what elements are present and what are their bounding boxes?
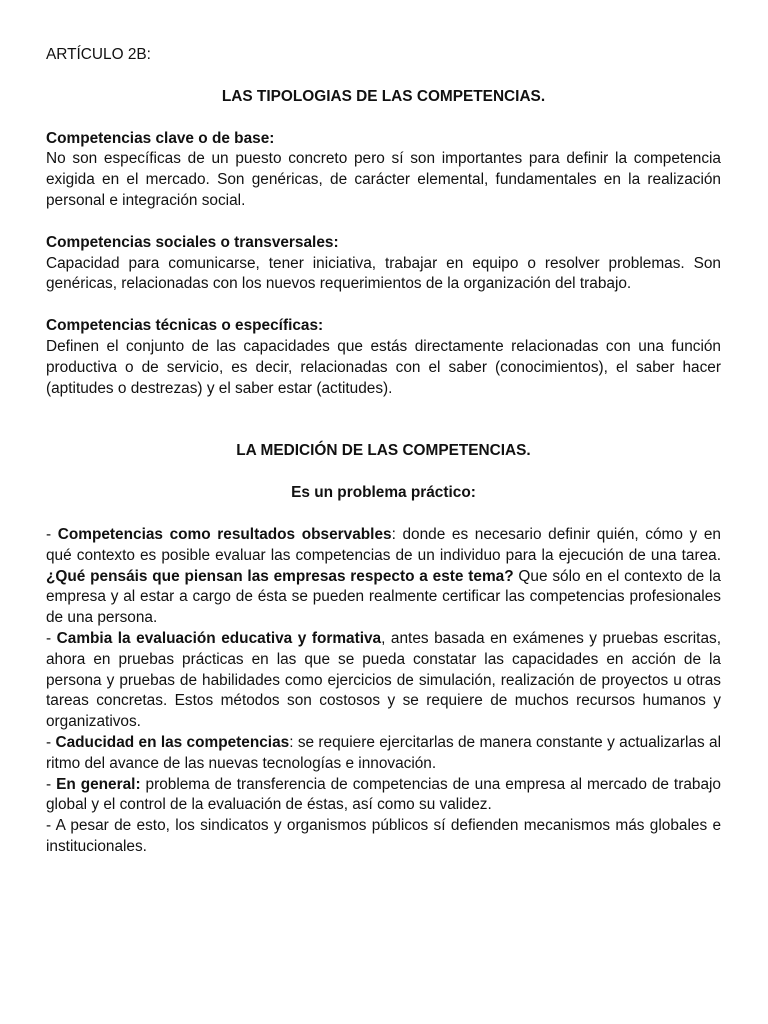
- bullet-resultados-observables: [46, 525, 721, 629]
- bullet-dash: -: [46, 733, 56, 751]
- article-label: ARTÍCULO 2B:: [46, 46, 151, 63]
- bullet-sindicatos: [46, 816, 721, 858]
- bullet-text: problema de transferencia de competencias de una empresa al mercado de trabajo global y el control de la evaluación de éstas, así como su validez.: [46, 775, 721, 814]
- paragraph-competencias-tecnicas: Definen el conjunto de las capacidades que estás directamente relacionadas con una función productiva o de servicio, es decir, relacionadas con el saber (conocimientos), el saber hacer (aptitudes o destrezas) y el saber estar (actitudes).: [46, 337, 721, 397]
- bullet-text: , antes basada en exámenes y pruebas escritas, ahora en pruebas prácticas en las que se pueda constatar las capacidades en acción de la persona y pruebas de habilidades como ejercicios de simulación, realización de proyectos u otras tareas concretas. Estos métodos son costosos y se requiere de muchos recursos humanos y organizativos.: [46, 629, 721, 731]
- spacer: [46, 108, 721, 129]
- paragraph-competencias-sociales: Capacidad para comunicarse, tener iniciativa, trabajar en equipo o resolver problemas. Son genéricas, relacionadas con los nuevos requerimientos de la organización del trabajo.: [46, 254, 721, 293]
- spacer: [46, 504, 721, 525]
- section-subtitle-problema: Es un problema práctico:: [291, 484, 476, 502]
- bullet-bold-text: Caducidad en las competencias: [55, 733, 290, 751]
- bullet-text: : donde es necesario definir quién, cómo y en qué contexto es posible evaluar las competencias de un individuo para la ejecución de una tarea.: [46, 525, 721, 564]
- spacer: [46, 462, 721, 483]
- heading-competencias-sociales: Competencias sociales o transversales:: [46, 233, 339, 251]
- bullet-text: : se requiere ejercitarlas de manera constante y actualizarlas al ritmo del avance de las nuevas tecnologías e innovación.: [46, 733, 721, 772]
- bullet-en-general: [46, 775, 721, 817]
- bullet-text-continued: Que sólo en el contexto de la empresa y al estar a cargo de ésta se pueden realmente certificar las competencias profesionales de una persona.: [46, 567, 721, 627]
- bullet-dash: -: [46, 775, 57, 793]
- bullet-bold-text: Cambia la evaluación educativa y formativa: [56, 629, 382, 647]
- bullet-dash: -: [46, 525, 58, 543]
- section-title-tipologias: LAS TIPOLOGIAS DE LAS COMPETENCIAS.: [221, 87, 546, 105]
- bullet-dash: -: [46, 817, 56, 835]
- spacer: [46, 399, 721, 441]
- bullet-text: A pesar de esto, los sindicatos y organismos públicos sí defienden mecanismos más globales e institucionales.: [46, 817, 722, 855]
- bullet-bold-text: En general:: [56, 775, 141, 793]
- heading-competencias-clave: Competencias clave o de base:: [46, 129, 275, 147]
- section-title-medicion: LA MEDICIÓN DE LAS COMPETENCIAS.: [236, 442, 531, 460]
- bullet-dash: -: [46, 629, 57, 647]
- document-page: [46, 45, 721, 858]
- bullet-evaluacion-educativa: [46, 629, 721, 733]
- bullet-bold-text: Competencias como resultados observables: [57, 525, 392, 543]
- bullet-caducidad: [46, 733, 721, 775]
- paragraph-competencias-clave: No son específicas de un puesto concreto pero sí son importantes para definir la competencia exigida en el mercado. Son genéricas, de carácter elemental, fundamentales en la realización personal e integración social.: [46, 150, 721, 209]
- heading-competencias-tecnicas: Competencias técnicas o específicas:: [46, 317, 324, 335]
- spacer: [46, 212, 721, 233]
- spacer: [46, 66, 721, 87]
- bullet-bold-question: ¿Qué pensáis que piensan las empresas respecto a este tema?: [46, 567, 514, 585]
- spacer: [46, 295, 721, 316]
